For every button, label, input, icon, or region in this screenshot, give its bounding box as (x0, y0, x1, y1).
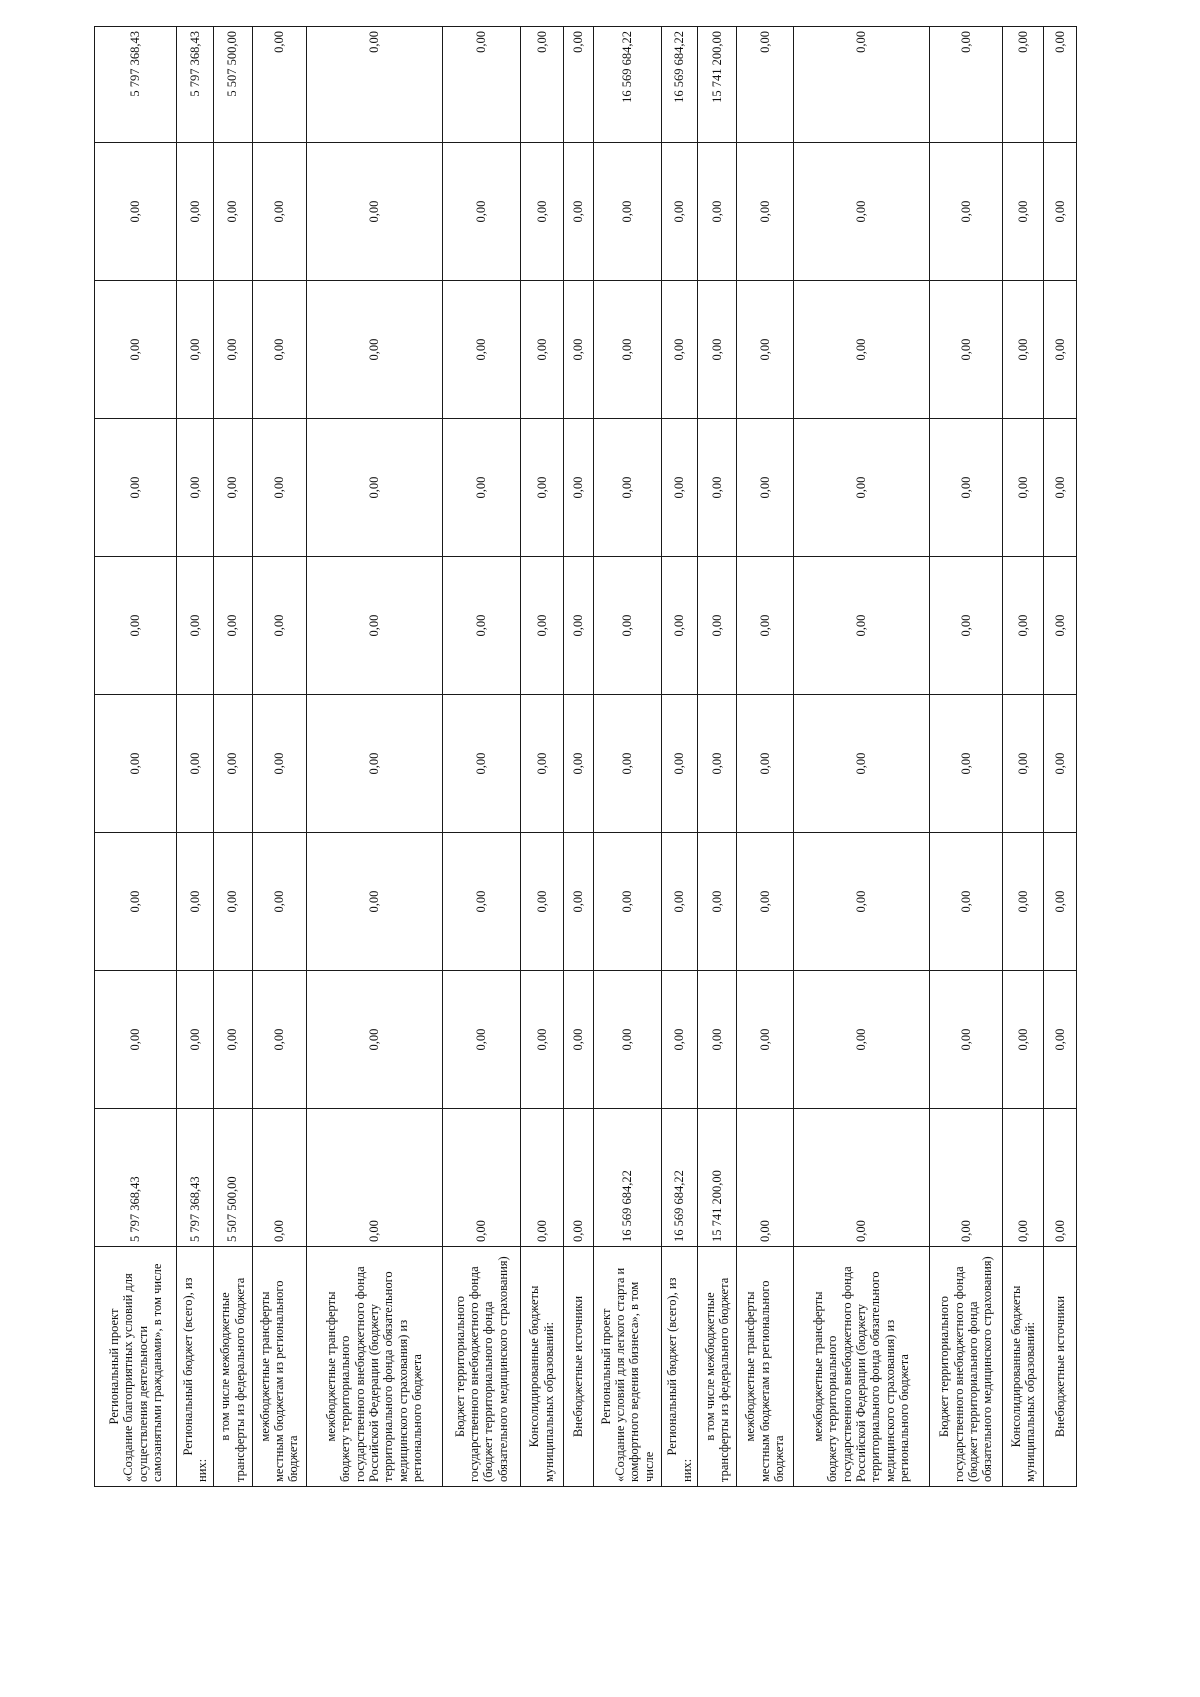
row-label-cell (737, 1247, 793, 1487)
row-label-body: них: (679, 1458, 694, 1482)
row-label-cell (442, 1247, 520, 1487)
year-value-cell: 0,00 (793, 557, 929, 695)
total-value-cell: 15 741 200,00 (698, 1109, 737, 1247)
row-label-lead: Региональный проект (598, 1308, 613, 1425)
row-label-cell (306, 1247, 442, 1487)
row-label-cell (661, 1247, 698, 1487)
row-label-lead: Консолидированные бюджеты (1009, 1285, 1024, 1448)
row-label-lead: Бюджет территориального (937, 1295, 952, 1438)
year-value-cell: 0,00 (661, 281, 698, 419)
year-value-cell: 0,00 (793, 143, 929, 281)
year-value-cell: 0,00 (520, 557, 563, 695)
year-value-cell: 0,00 (95, 419, 177, 557)
year-value-cell: 0,00 (252, 557, 306, 695)
year-value-cell: 0,00 (737, 143, 793, 281)
year-value-cell: 0,00 (929, 281, 1003, 419)
year-value-cell: 0,00 (442, 557, 520, 695)
table-row (793, 27, 929, 1487)
year-value-cell: 0,00 (213, 419, 252, 557)
year-value-cell: 0,00 (442, 971, 520, 1109)
row-label-cell (563, 1247, 593, 1487)
total-value-cell: 16 569 684,22 (594, 1109, 662, 1247)
year-value-cell: 0,00 (177, 143, 213, 281)
table-row (929, 27, 1003, 1487)
row-label-body: местным бюджетам из регионального бюджета (757, 1280, 787, 1482)
year-value-cell: 0,00 (306, 971, 442, 1109)
year-value-cell: 0,00 (306, 281, 442, 419)
year-value-cell: 0,00 (737, 419, 793, 557)
year-value-cell: 0,00 (661, 695, 698, 833)
year-value-cell: 0,00 (563, 695, 593, 833)
year-value-cell: 0,00 (213, 143, 252, 281)
summary-value-cell: 0,00 (737, 27, 793, 143)
table-row (594, 27, 662, 1487)
row-label-body: «Создание благоприятных условий для осуществления деятельности самозанятыми гражданами», в том числе (121, 1263, 164, 1482)
year-value-cell: 0,00 (563, 143, 593, 281)
total-value-cell: 0,00 (1044, 1109, 1077, 1247)
row-label-lead: межбюджетные трансферты (323, 1291, 338, 1442)
year-value-cell: 0,00 (252, 833, 306, 971)
year-value-cell: 0,00 (95, 557, 177, 695)
rotated-budget-table (94, 27, 1077, 1487)
summary-value-cell: 15 741 200,00 (698, 27, 737, 143)
table-body (95, 27, 1077, 1487)
total-value-cell: 0,00 (442, 1109, 520, 1247)
table-row (442, 27, 520, 1487)
year-value-cell: 0,00 (252, 419, 306, 557)
year-value-cell: 0,00 (793, 695, 929, 833)
year-value-cell: 0,00 (698, 281, 737, 419)
year-value-cell: 0,00 (1044, 695, 1077, 833)
year-value-cell: 0,00 (929, 557, 1003, 695)
year-value-cell: 0,00 (177, 419, 213, 557)
table-row (563, 27, 593, 1487)
year-value-cell: 0,00 (177, 695, 213, 833)
table-row (252, 27, 306, 1487)
row-label-lead: Внебюджетные источники (571, 1295, 586, 1438)
row-label-body: «Создание условий для легкого старта и комфортного ведения бизнеса», в том числе (613, 1267, 656, 1482)
year-value-cell: 0,00 (442, 281, 520, 419)
year-value-cell: 0,00 (95, 833, 177, 971)
summary-value-cell: 0,00 (442, 27, 520, 143)
row-label-cell (698, 1247, 737, 1487)
year-value-cell: 0,00 (929, 143, 1003, 281)
year-value-cell: 0,00 (177, 281, 213, 419)
year-value-cell: 0,00 (698, 143, 737, 281)
year-value-cell: 0,00 (252, 281, 306, 419)
year-value-cell: 0,00 (563, 281, 593, 419)
year-value-cell: 0,00 (213, 971, 252, 1109)
table-row (520, 27, 563, 1487)
year-value-cell: 0,00 (698, 695, 737, 833)
year-value-cell: 0,00 (661, 557, 698, 695)
table-row (95, 27, 177, 1487)
total-value-cell: 5 507 500,00 (213, 1109, 252, 1247)
summary-value-cell: 5 507 500,00 (213, 27, 252, 143)
year-value-cell: 0,00 (1003, 833, 1044, 971)
year-value-cell: 0,00 (213, 833, 252, 971)
year-value-cell: 0,00 (306, 419, 442, 557)
year-value-cell: 0,00 (698, 419, 737, 557)
year-value-cell: 0,00 (698, 971, 737, 1109)
year-value-cell: 0,00 (929, 833, 1003, 971)
year-value-cell: 0,00 (1044, 971, 1077, 1109)
table-row (737, 27, 793, 1487)
row-label-cell (95, 1247, 177, 1487)
year-value-cell: 0,00 (929, 695, 1003, 833)
year-value-cell: 0,00 (442, 695, 520, 833)
year-value-cell: 0,00 (793, 971, 929, 1109)
row-label-lead: Консолидированные бюджеты (527, 1285, 542, 1448)
row-label-body: муниципальных образований: (1023, 1321, 1038, 1482)
table-row (177, 27, 213, 1487)
summary-value-cell: 16 569 684,22 (594, 27, 662, 143)
year-value-cell: 0,00 (306, 143, 442, 281)
row-label-lead: межбюджетные трансферты (810, 1291, 825, 1442)
summary-value-cell: 5 797 368,43 (177, 27, 213, 143)
total-value-cell: 16 569 684,22 (661, 1109, 698, 1247)
total-value-cell: 5 797 368,43 (95, 1109, 177, 1247)
total-value-cell: 0,00 (1003, 1109, 1044, 1247)
year-value-cell: 0,00 (213, 695, 252, 833)
year-value-cell: 0,00 (1003, 971, 1044, 1109)
year-value-cell: 0,00 (213, 557, 252, 695)
year-value-cell: 0,00 (737, 695, 793, 833)
year-value-cell: 0,00 (442, 143, 520, 281)
row-label-body: трансферты из федерального бюджета (717, 1277, 732, 1482)
year-value-cell: 0,00 (793, 419, 929, 557)
table-row (306, 27, 442, 1487)
row-label-lead: Бюджет территориального (452, 1295, 467, 1438)
row-label-body: трансферты из федерального бюджета (232, 1277, 247, 1482)
year-value-cell: 0,00 (929, 971, 1003, 1109)
row-label-cell (252, 1247, 306, 1487)
year-value-cell: 0,00 (563, 557, 593, 695)
summary-value-cell: 0,00 (793, 27, 929, 143)
year-value-cell: 0,00 (594, 695, 662, 833)
year-value-cell: 0,00 (95, 971, 177, 1109)
budget-table (94, 26, 1077, 1487)
year-value-cell: 0,00 (1044, 419, 1077, 557)
year-value-cell: 0,00 (661, 143, 698, 281)
year-value-cell: 0,00 (252, 695, 306, 833)
total-value-cell: 0,00 (520, 1109, 563, 1247)
year-value-cell: 0,00 (563, 971, 593, 1109)
year-value-cell: 0,00 (594, 833, 662, 971)
row-label-lead: Региональный проект (106, 1308, 121, 1425)
year-value-cell: 0,00 (737, 833, 793, 971)
total-value-cell: 0,00 (737, 1109, 793, 1247)
year-value-cell: 0,00 (594, 419, 662, 557)
row-label-body: бюджету территориального государственного внебюджетного фонда Российской Федерации (бюджету территориального фонда обязательного медицинского страхования) из регионального бюджета (825, 1266, 912, 1482)
row-label-cell (929, 1247, 1003, 1487)
row-label-body: муниципальных образований: (541, 1321, 556, 1482)
year-value-cell: 0,00 (520, 419, 563, 557)
year-value-cell: 0,00 (698, 557, 737, 695)
year-value-cell: 0,00 (306, 557, 442, 695)
row-label-body: бюджету территориального государственного внебюджетного фонда Российской Федерации (бюджету территориального фонда обязательного медицинского страхования) из регионального бюджета (338, 1266, 425, 1482)
total-value-cell: 0,00 (306, 1109, 442, 1247)
total-value-cell: 0,00 (929, 1109, 1003, 1247)
year-value-cell: 0,00 (1003, 419, 1044, 557)
year-value-cell: 0,00 (177, 557, 213, 695)
summary-value-cell: 0,00 (1044, 27, 1077, 143)
year-value-cell: 0,00 (698, 833, 737, 971)
summary-value-cell: 0,00 (252, 27, 306, 143)
year-value-cell: 0,00 (661, 971, 698, 1109)
year-value-cell: 0,00 (594, 557, 662, 695)
year-value-cell: 0,00 (1044, 281, 1077, 419)
year-value-cell: 0,00 (252, 143, 306, 281)
summary-value-cell: 0,00 (563, 27, 593, 143)
year-value-cell: 0,00 (737, 281, 793, 419)
year-value-cell: 0,00 (594, 971, 662, 1109)
row-label-cell (594, 1247, 662, 1487)
year-value-cell: 0,00 (594, 143, 662, 281)
year-value-cell: 0,00 (213, 281, 252, 419)
year-value-cell: 0,00 (442, 833, 520, 971)
table-row (213, 27, 252, 1487)
year-value-cell: 0,00 (563, 833, 593, 971)
summary-value-cell: 0,00 (520, 27, 563, 143)
year-value-cell: 0,00 (661, 419, 698, 557)
year-value-cell: 0,00 (177, 971, 213, 1109)
row-label-body: государственного внебюджетного фонда (бюджет территориального фонда обязательного медицинского страхования) (951, 1256, 995, 1482)
row-label-body: государственного внебюджетного фонда (бюджет территориального фонда обязательного медицинского страхования) (466, 1256, 510, 1482)
year-value-cell: 0,00 (929, 419, 1003, 557)
total-value-cell: 5 797 368,43 (177, 1109, 213, 1247)
year-value-cell: 0,00 (306, 833, 442, 971)
year-value-cell: 0,00 (793, 281, 929, 419)
row-label-cell (177, 1247, 213, 1487)
year-value-cell: 0,00 (1003, 557, 1044, 695)
year-value-cell: 0,00 (252, 971, 306, 1109)
year-value-cell: 0,00 (661, 833, 698, 971)
summary-value-cell: 0,00 (929, 27, 1003, 143)
summary-value-cell: 0,00 (1003, 27, 1044, 143)
year-value-cell: 0,00 (442, 419, 520, 557)
year-value-cell: 0,00 (95, 695, 177, 833)
year-value-cell: 0,00 (1003, 695, 1044, 833)
row-label-lead: Региональный бюджет (всего), из (180, 1277, 195, 1456)
row-label-cell (520, 1247, 563, 1487)
row-label-body: них: (194, 1458, 209, 1482)
year-value-cell: 0,00 (1044, 557, 1077, 695)
year-value-cell: 0,00 (306, 695, 442, 833)
row-label-lead: в том числе межбюджетные (218, 1292, 233, 1441)
year-value-cell: 0,00 (793, 833, 929, 971)
row-label-lead: в том числе межбюджетные (703, 1292, 718, 1441)
year-value-cell: 0,00 (95, 143, 177, 281)
row-label-lead: межбюджетные трансферты (257, 1291, 272, 1442)
year-value-cell: 0,00 (737, 557, 793, 695)
year-value-cell: 0,00 (1044, 143, 1077, 281)
year-value-cell: 0,00 (177, 833, 213, 971)
row-label-lead: Региональный бюджет (всего), из (665, 1277, 680, 1456)
row-label-cell (1003, 1247, 1044, 1487)
year-value-cell: 0,00 (520, 281, 563, 419)
total-value-cell: 0,00 (563, 1109, 593, 1247)
row-label-cell (1044, 1247, 1077, 1487)
summary-value-cell: 16 569 684,22 (661, 27, 698, 143)
year-value-cell: 0,00 (520, 695, 563, 833)
year-value-cell: 0,00 (1003, 143, 1044, 281)
row-label-cell (213, 1247, 252, 1487)
row-label-body: местным бюджетам из регионального бюджета (271, 1280, 301, 1482)
year-value-cell: 0,00 (594, 281, 662, 419)
summary-value-cell: 5 797 368,43 (95, 27, 177, 143)
year-value-cell: 0,00 (95, 281, 177, 419)
total-value-cell: 0,00 (793, 1109, 929, 1247)
table-row (1044, 27, 1077, 1487)
year-value-cell: 0,00 (737, 971, 793, 1109)
year-value-cell: 0,00 (520, 971, 563, 1109)
table-row (698, 27, 737, 1487)
year-value-cell: 0,00 (563, 419, 593, 557)
year-value-cell: 0,00 (520, 143, 563, 281)
summary-value-cell: 0,00 (306, 27, 442, 143)
table-row (661, 27, 698, 1487)
year-value-cell: 0,00 (520, 833, 563, 971)
year-value-cell: 0,00 (1044, 833, 1077, 971)
total-value-cell: 0,00 (252, 1109, 306, 1247)
year-value-cell: 0,00 (1003, 281, 1044, 419)
row-label-lead: межбюджетные трансферты (743, 1291, 758, 1442)
row-label-lead: Внебюджетные источники (1053, 1295, 1068, 1438)
table-row (1003, 27, 1044, 1487)
row-label-cell (793, 1247, 929, 1487)
